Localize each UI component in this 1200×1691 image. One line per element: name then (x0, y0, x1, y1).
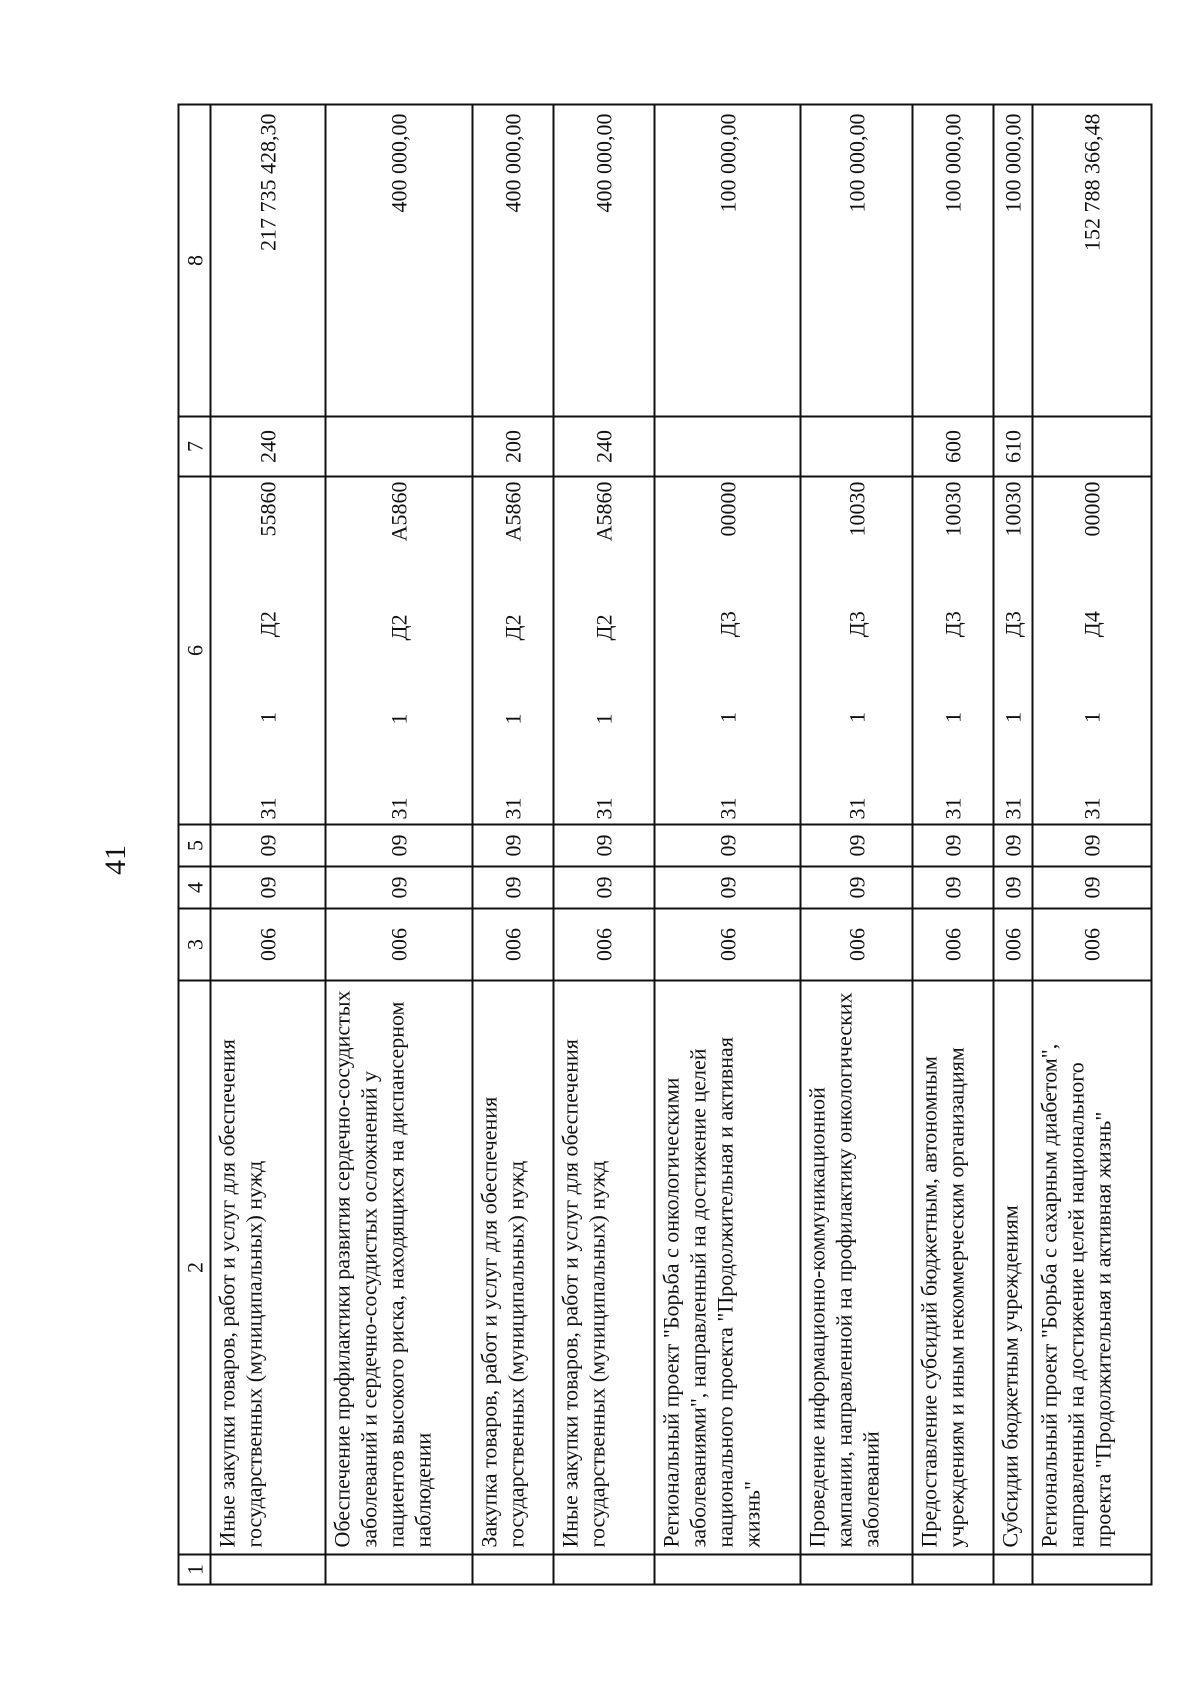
program-code: 31 (591, 797, 617, 820)
direction-code: 00000 (715, 481, 741, 537)
expense-type-cell: 600 (913, 417, 993, 477)
section-code-cell: 09 (913, 867, 993, 909)
description-cell: Обеспечение профилактики развития сердечно-сосудистых заболеваний и сердечно-сосудистых осложнений у пациентов высокого риска, находящихся на диспансерном наблюдении (325, 981, 472, 1555)
direction-code: 10030 (844, 481, 870, 537)
header-col-8: 8 (179, 105, 211, 417)
ministry-code-cell: 006 (800, 909, 913, 981)
subprogram-code: 1 (844, 711, 870, 723)
subprogram-code: 1 (1000, 711, 1026, 723)
header-col-1: 1 (179, 1555, 211, 1585)
subsection-code-cell: 09 (211, 825, 326, 867)
header-col-2: 2 (179, 981, 211, 1555)
budget-table-rotated (178, 106, 1153, 1586)
project-code: Д4 (1079, 611, 1105, 638)
project-code: Д2 (386, 614, 412, 641)
section-code-cell: 09 (473, 867, 553, 909)
project-code: Д3 (1000, 611, 1026, 638)
direction-code: А5860 (386, 481, 412, 542)
subprogram-code: 1 (500, 713, 526, 725)
project-code: Д3 (940, 611, 966, 638)
ministry-code-cell: 006 (993, 909, 1032, 981)
section-code-cell: 09 (553, 867, 655, 909)
page-number: 41 (99, 845, 132, 875)
section-code-cell: 09 (211, 867, 326, 909)
ministry-code-cell: 006 (211, 909, 326, 981)
target-article-cell (553, 477, 655, 825)
row-number-cell (553, 1555, 655, 1585)
row-number-cell (1032, 1555, 1151, 1585)
subsection-code-cell: 09 (325, 825, 472, 867)
subsection-code-cell: 09 (473, 825, 553, 867)
project-code: Д2 (591, 614, 617, 641)
subsection-code-cell: 09 (913, 825, 993, 867)
section-code-cell: 09 (993, 867, 1032, 909)
ministry-code-cell: 006 (325, 909, 472, 981)
section-code-cell: 09 (325, 867, 472, 909)
budget-table (178, 104, 1153, 1586)
subprogram-code: 1 (940, 711, 966, 723)
table-row (553, 105, 655, 1585)
table-row (211, 105, 326, 1585)
direction-code: 10030 (1000, 481, 1026, 537)
amount-cell: 400 000,00 (553, 105, 655, 417)
row-number-cell (473, 1555, 553, 1585)
row-number-cell (913, 1555, 993, 1585)
header-col-5: 5 (179, 825, 211, 867)
program-code: 31 (715, 797, 741, 820)
description-cell: Субсидии бюджетным учреждениям (993, 981, 1032, 1555)
program-code: 31 (1000, 797, 1026, 820)
description-cell: Предоставление субсидий бюджетным, автономным учреждениям и иным некоммерческим организациям (913, 981, 993, 1555)
header-col-3: 3 (179, 909, 211, 981)
amount-cell: 100 000,00 (913, 105, 993, 417)
subprogram-code: 1 (715, 711, 741, 723)
expense-type-cell: 240 (211, 417, 326, 477)
subsection-code-cell: 09 (800, 825, 913, 867)
expense-type-cell (325, 417, 472, 477)
table-row (473, 105, 553, 1585)
ministry-code-cell: 006 (473, 909, 553, 981)
row-number-cell (325, 1555, 472, 1585)
header-col-6: 6 (179, 477, 211, 825)
target-article-cell (325, 477, 472, 825)
direction-code: 55860 (255, 481, 281, 537)
expense-type-cell (800, 417, 913, 477)
table-row (913, 105, 993, 1585)
description-cell: Проведение информационно-коммуникационной кампании, направленной на профилактику онкологических заболеваний (800, 981, 913, 1555)
row-number-cell (800, 1555, 913, 1585)
target-article-cell (993, 477, 1032, 825)
target-article-cell (1032, 477, 1151, 825)
amount-cell: 100 000,00 (800, 105, 913, 417)
amount-cell: 400 000,00 (473, 105, 553, 417)
target-article-cell (211, 477, 326, 825)
amount-cell: 100 000,00 (655, 105, 800, 417)
expense-type-cell: 200 (473, 417, 553, 477)
expense-type-cell: 610 (993, 417, 1032, 477)
amount-cell: 217 735 428,30 (211, 105, 326, 417)
expense-type-cell (1032, 417, 1151, 477)
ministry-code-cell: 006 (1032, 909, 1151, 981)
program-code: 31 (500, 797, 526, 820)
subsection-code-cell: 09 (553, 825, 655, 867)
header-col-4: 4 (179, 867, 211, 909)
direction-code: А5860 (500, 481, 526, 542)
table-row (1032, 105, 1151, 1585)
expense-type-cell: 240 (553, 417, 655, 477)
program-code: 31 (1079, 797, 1105, 820)
program-code: 31 (940, 797, 966, 820)
target-article-cell (913, 477, 993, 825)
amount-cell: 400 000,00 (325, 105, 472, 417)
section-code-cell: 09 (800, 867, 913, 909)
subsection-code-cell: 09 (655, 825, 800, 867)
ministry-code-cell: 006 (655, 909, 800, 981)
subprogram-code: 1 (255, 711, 281, 723)
description-cell: Иные закупки товаров, работ и услуг для обеспечения государственных (муниципальных) нужд (553, 981, 655, 1555)
description-cell: Закупка товаров, работ и услуг для обеспечения государственных (муниципальных) нужд (473, 981, 553, 1555)
amount-cell: 100 000,00 (993, 105, 1032, 417)
subprogram-code: 1 (386, 713, 412, 725)
project-code: Д3 (715, 611, 741, 638)
ministry-code-cell: 006 (553, 909, 655, 981)
target-article-cell (473, 477, 553, 825)
subsection-code-cell: 09 (1032, 825, 1151, 867)
subprogram-code: 1 (1079, 711, 1105, 723)
program-code: 31 (255, 797, 281, 820)
row-number-cell (655, 1555, 800, 1585)
table-row (325, 105, 472, 1585)
ministry-code-cell: 006 (913, 909, 993, 981)
project-code: Д2 (500, 614, 526, 641)
subsection-code-cell: 09 (993, 825, 1032, 867)
program-code: 31 (386, 797, 412, 820)
project-code: Д2 (255, 611, 281, 638)
target-article-cell (655, 477, 800, 825)
table-row (655, 105, 800, 1585)
program-code: 31 (844, 797, 870, 820)
project-code: Д3 (844, 611, 870, 638)
description-cell: Региональный проект "Борьба с сахарным диабетом", направленный на достижение целей национального проекта "Продолжительная и активная жизнь" (1032, 981, 1151, 1555)
table-row (800, 105, 913, 1585)
expense-type-cell (655, 417, 800, 477)
amount-cell: 152 788 366,48 (1032, 105, 1151, 417)
subprogram-code: 1 (591, 713, 617, 725)
description-cell: Иные закупки товаров, работ и услуг для обеспечения государственных (муниципальных) нужд (211, 981, 326, 1555)
description-cell: Региональный проект "Борьба с онкологическими заболеваниями", направленный на достижение целей национального проекта "Продолжительная и активная жизнь" (655, 981, 800, 1555)
direction-code: 10030 (940, 481, 966, 537)
table-row (993, 105, 1032, 1585)
section-code-cell: 09 (655, 867, 800, 909)
direction-code: 00000 (1079, 481, 1105, 537)
direction-code: А5860 (591, 481, 617, 542)
header-row (179, 105, 211, 1585)
section-code-cell: 09 (1032, 867, 1151, 909)
target-article-cell (800, 477, 913, 825)
row-number-cell (211, 1555, 326, 1585)
row-number-cell (993, 1555, 1032, 1585)
header-col-7: 7 (179, 417, 211, 477)
